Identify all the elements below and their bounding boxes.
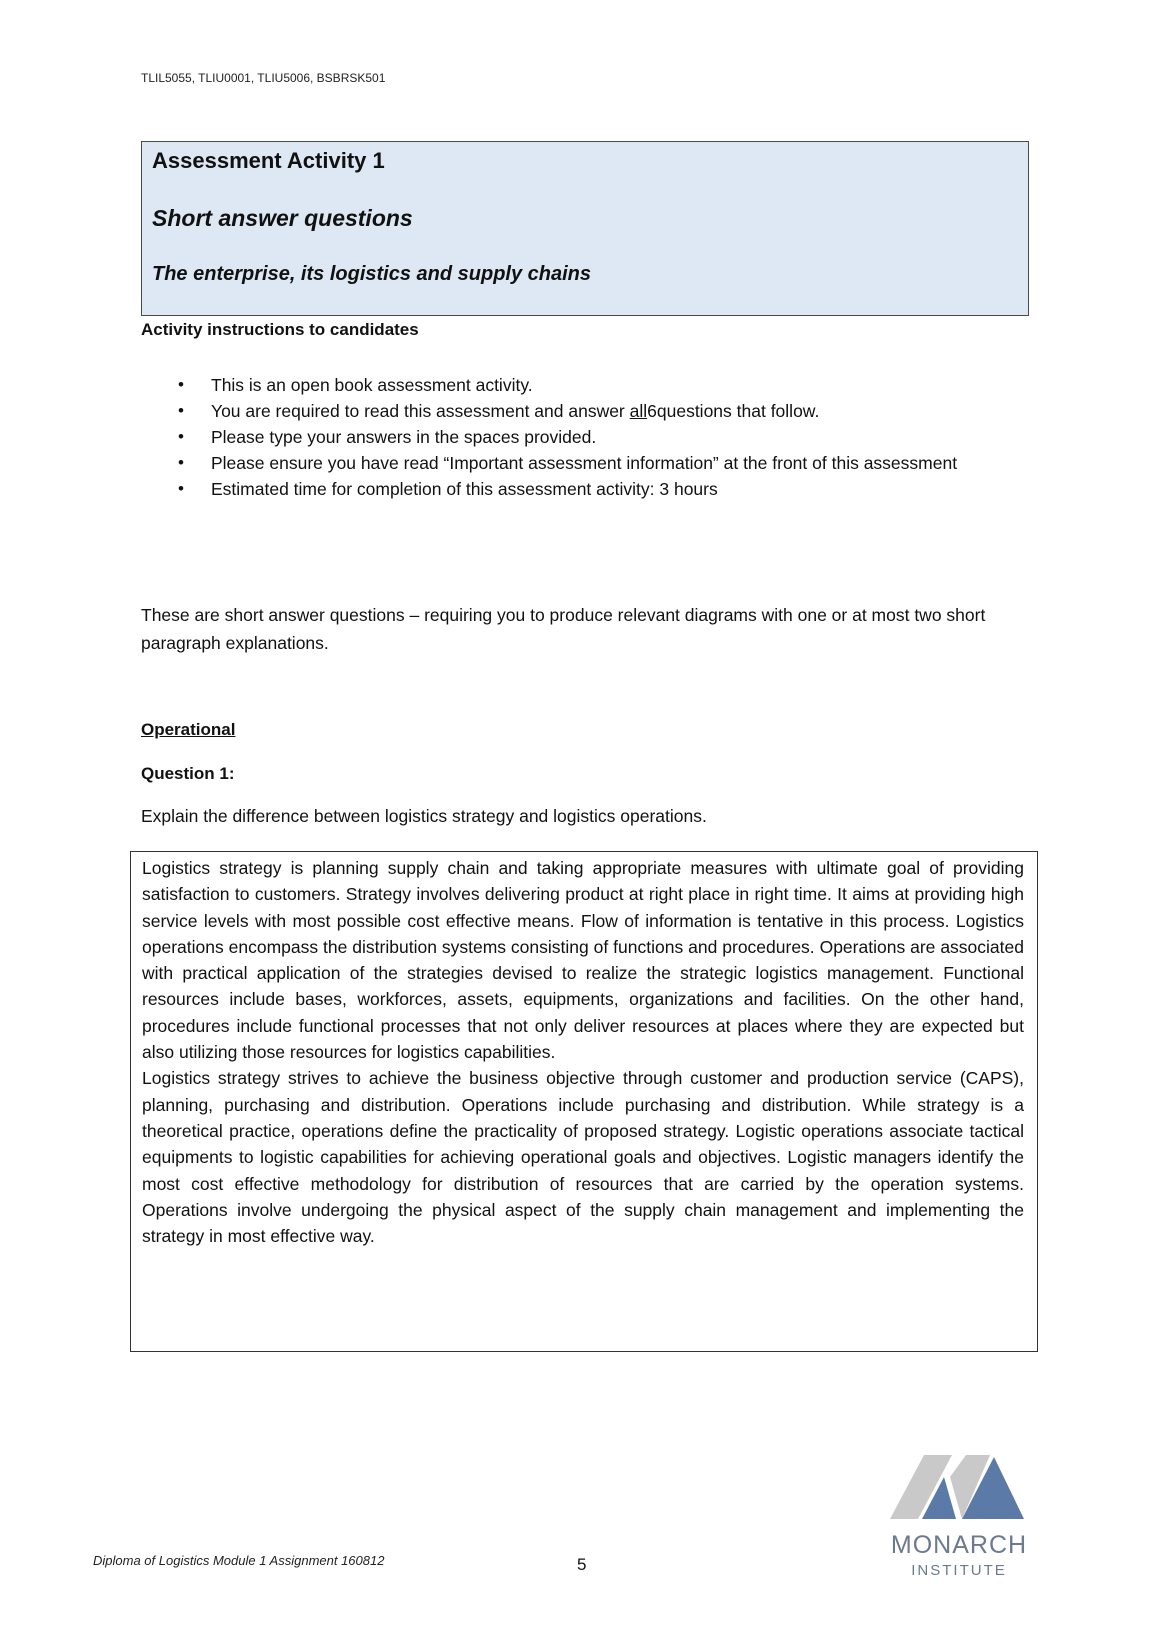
question-text: Explain the difference between logistics strategy and logistics operations. [141, 806, 707, 826]
answer-paragraph: Logistics strategy is planning supply chain and taking appropriate measures with ultimate goal of providing satisfaction to customers. Strategy involves delivering product at right place in right time. It aims at providing high service levels with most possible cost effective means. Flow of information is tentative in this process. Logistics operations encompass the distribution systems consisting of functions and procedures. Operations are associated with practical application of the strategies devised to realize the strategic logistics management. Functional resources include bases, workforces, assets, equipments, organizations and facilities. On the other hand, procedures include functional processes that not only deliver resources at places where they are expected but also utilizing those resources for logistics capabilities. [142, 858, 1024, 1063]
instructions-heading: Activity instructions to candidates [141, 320, 419, 339]
assessment-subtitle: Short answer questions [152, 205, 413, 231]
list-item: • Please type your answers in the spaces provided. [141, 424, 1021, 450]
question-label: Question 1: [141, 764, 235, 783]
answer-paragraph: Logistics strategy strives to achieve the business objective through customer and production service (CAPS), planning, purchasing and distribution. Operations include purchasing and distribution. While strategy is a theoretical practice, operations define the practicality of proposed strategy. Logistic operations associate tactical equipments to logistic capabilities for achieving operational goals and objectives. Logistic managers identify the most cost effective methodology for distribution of resources that are carried by the operation systems. Operations involve undergoing the physical aspect of the supply chain management and implementing the strategy in most effective way. [142, 1068, 1024, 1247]
monarch-logo [884, 1455, 1034, 1580]
bullet-icon: • [178, 427, 184, 446]
bullet-icon: • [178, 401, 184, 420]
assessment-title: Assessment Activity 1 [152, 148, 385, 173]
list-item: • You are required to read this assessment and answer all6questions that follow. [141, 398, 1021, 424]
page-number: 5 [577, 1555, 587, 1574]
bullet-icon: • [178, 375, 184, 394]
intro-paragraph: These are short answer questions – requiring you to produce relevant diagrams with one or at most two short paragraph explanations. [141, 605, 986, 653]
bullet-icon: • [178, 479, 184, 498]
assessment-title-box [141, 141, 1029, 316]
bullet-icon: • [178, 453, 184, 472]
logo-subtitle: INSTITUTE [911, 1562, 1007, 1579]
list-item: • This is an open book assessment activity. [141, 372, 1021, 398]
footer-document-name: Diploma of Logistics Module 1 Assignment 160812 [93, 1553, 385, 1568]
answer-box[interactable] [130, 851, 1038, 1352]
list-item: • Please ensure you have read “Important assessment information” at the front of this assessment [141, 450, 1021, 476]
underlined-word: all [629, 401, 648, 421]
section-heading: Operational [141, 720, 236, 739]
instructions-list [141, 372, 1021, 502]
monarch-mountain-icon [890, 1455, 1028, 1519]
assessment-topic: The enterprise, its logistics and supply chains [152, 263, 592, 285]
logo-name: MONARCH [890, 1531, 1028, 1559]
unit-codes-header: TLIL5055, TLIU0001, TLIU5006, BSBRSK501 [141, 71, 386, 85]
list-item: • Estimated time for completion of this assessment activity: 3 hours [141, 476, 1021, 502]
